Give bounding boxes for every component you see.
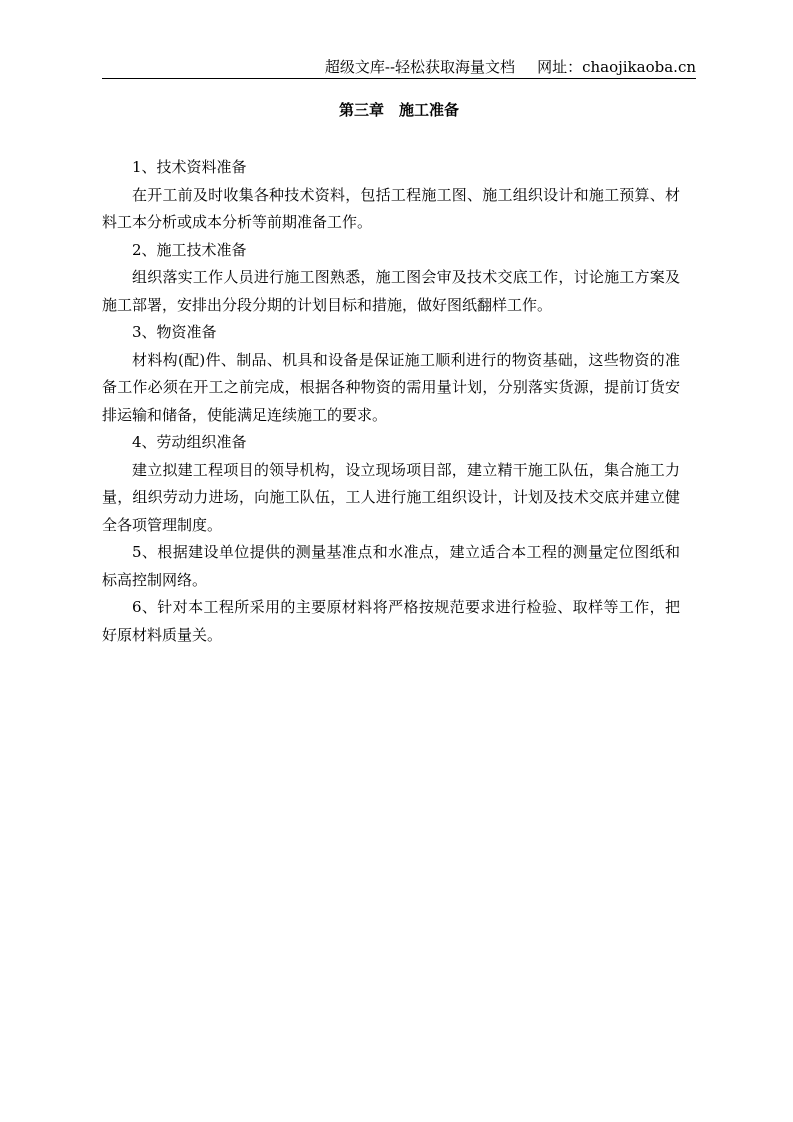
header-url-label: 网址： <box>537 58 583 76</box>
header-site-name: 超级文库--轻松获取海量文档 <box>324 58 516 76</box>
paragraph: 在开工前及时收集各种技术资料，包括工程施工图、施工组织设计和施工预算、材料工本分析或成本分析等前期准备工作。 <box>102 185 680 231</box>
header-divider <box>102 78 696 79</box>
paragraph: 5、根据建设单位提供的测量基准点和水准点，建立适合本工程的测量定位图纸和标高控制网络。 <box>102 543 680 589</box>
document-body <box>102 154 680 649</box>
paragraph: 材料构(配)件、制品、机具和设备是保证施工顺利进行的物资基础，这些物资的准备工作必须在开工之前完成，根据各种物资的需用量计划，分别落实货源，提前订货安排运输和储备，使能满足连续施工的要求。 <box>102 350 680 424</box>
section-heading: 2、施工技术准备 <box>132 240 247 259</box>
section-heading: 4、劳动组织准备 <box>132 433 247 451</box>
page-header <box>102 56 696 78</box>
paragraph: 建立拟建工程项目的领导机构，设立现场项目部，建立精干施工队伍，集合施工力量，组织劳动力进场，向施工队伍，工人进行施工组织设计，计划及技术交底并建立健全各项管理制度。 <box>102 460 680 534</box>
paragraph: 组织落实工作人员进行施工图熟悉，施工图会审及技术交底工作，讨论施工方案及施工部署，安排出分段分期的计划目标和措施，做好图纸翻样工作。 <box>102 268 680 314</box>
paragraph: 6、针对本工程所采用的主要原材料将严格按规范要求进行检验、取样等工作，把好原材料质量关。 <box>102 598 680 644</box>
section-heading: 3、物资准备 <box>132 323 217 341</box>
chapter-title: 第三章 施工准备 <box>338 101 459 119</box>
header-url: chaojikaoba.cn <box>582 58 696 76</box>
section-heading: 1、技术资料准备 <box>132 158 247 176</box>
